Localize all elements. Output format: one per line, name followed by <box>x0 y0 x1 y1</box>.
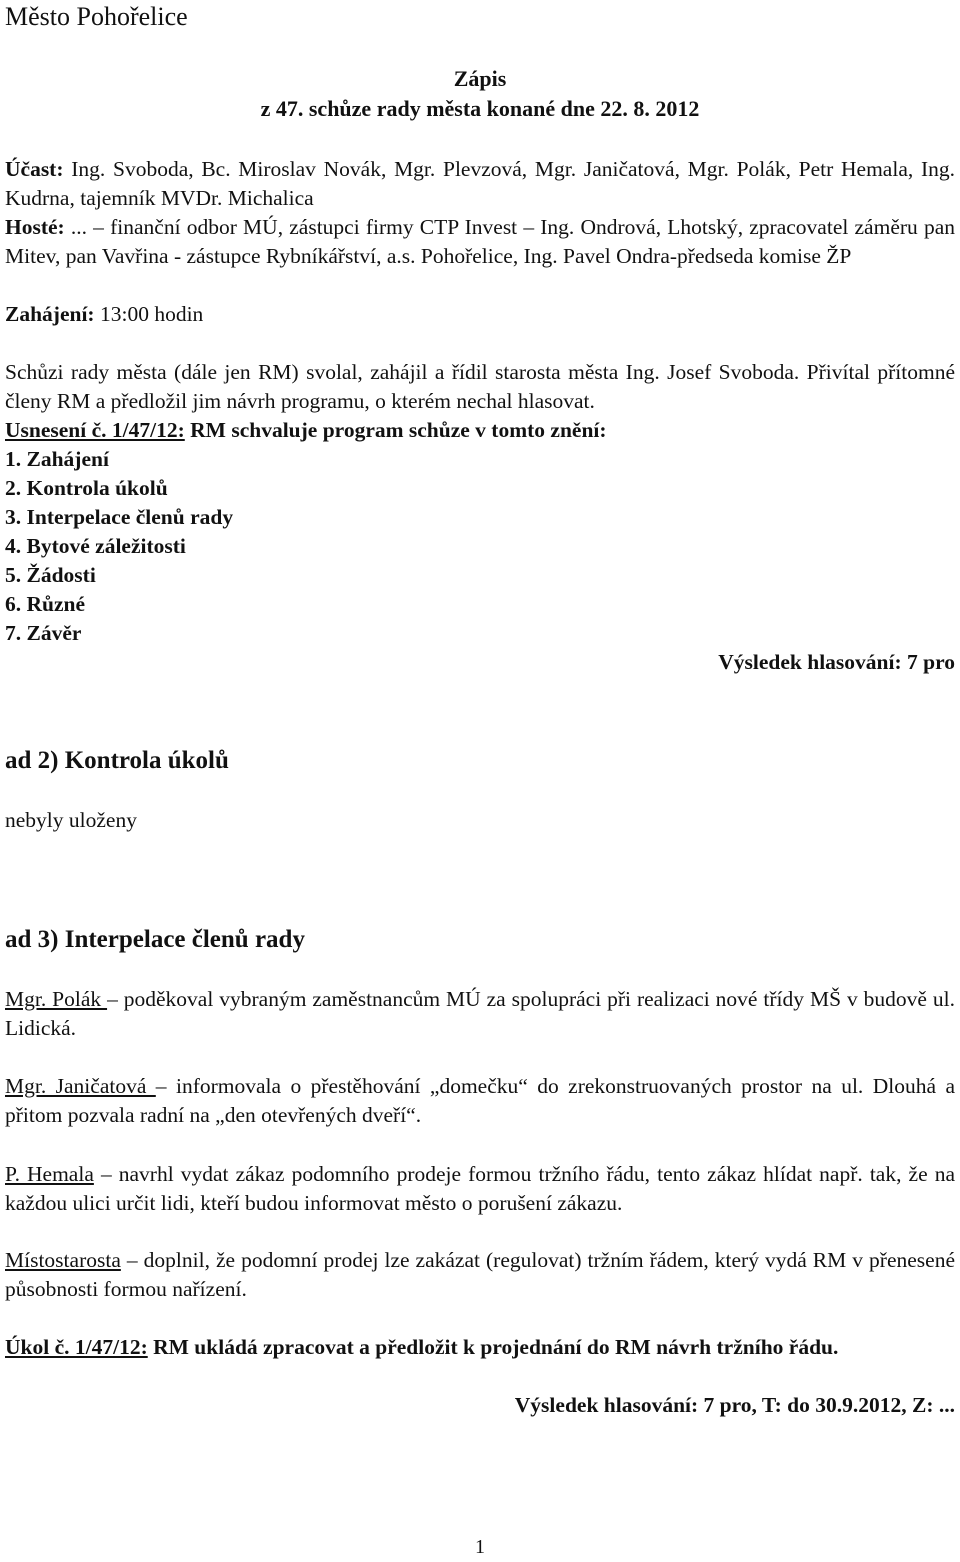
interpellation-text: – doplnil, že podomní prodej lze zakázat (regulovat) tržním řádem, který vydá RM v přenesené působnosti formou nařízení. <box>5 1248 955 1301</box>
city-header: Město Pohořelice <box>5 2 188 31</box>
task-paragraph <box>5 1333 955 1362</box>
task-text: RM ukládá zpracovat a předložit k projednání do RM návrh tržního řádu. <box>147 1335 839 1359</box>
start-line <box>5 300 955 329</box>
speaker-name: P. Hemala <box>5 1162 94 1186</box>
interpellation-text: – informovala o přestěhování „domečku“ do zrekonstruovaných prostor na ul. Dlouhá a přitom pozvala radní na „den otevřených dveří“. <box>5 1074 955 1127</box>
interpellation-item <box>5 1072 955 1130</box>
section-3-heading: ad 3) Interpelace členů rady <box>5 926 305 953</box>
resolution-line <box>5 416 955 445</box>
interpellation-item <box>5 1160 955 1218</box>
attendance-paragraph <box>5 155 955 213</box>
speaker-name: Mgr. Janičatová <box>5 1074 156 1098</box>
guests-label: Hosté: <box>5 215 65 239</box>
resolution-label: Usnesení č. 1/47/12: <box>5 418 185 442</box>
interpellation-item <box>5 985 955 1043</box>
start-label: Zahájení: <box>5 302 95 326</box>
vote-result-2: Výsledek hlasování: 7 pro, T: do 30.9.2012, Z: ... <box>514 1393 955 1417</box>
section-2-text: nebyly uloženy <box>5 808 137 832</box>
interpellation-text: – navrhl vydat zákaz podomního prodeje formou tržního řádu, tento zákaz hlídat např. tak, že na každou ulici určit lidi, kteří budou informovat město o porušení zákazu. <box>5 1162 955 1215</box>
title-line-1: Zápis <box>453 66 507 91</box>
program-item: 3. Interpelace členů rady <box>5 505 234 529</box>
program-item: 2. Kontrola úkolů <box>5 476 168 500</box>
task-label: Úkol č. 1/47/12: <box>5 1335 148 1359</box>
title-line-2: z 47. schůze rady města konané dne 22. 8. 2012 <box>260 96 700 121</box>
document-title <box>5 64 955 124</box>
resolution-text: RM schvaluje program schůze v tomto znění: <box>184 418 607 442</box>
interpellation-item <box>5 1246 955 1304</box>
section-2-heading: ad 2) Kontrola úkolů <box>5 747 229 774</box>
program-item: 5. Žádosti <box>5 563 96 587</box>
speaker-name: Mgr. Polák <box>5 987 108 1011</box>
program-item: 1. Zahájení <box>5 447 109 471</box>
program-list <box>5 445 955 648</box>
vote-result-1: Výsledek hlasování: 7 pro <box>718 650 955 674</box>
interpellation-text: – poděkoval vybraným zaměstnancům MÚ za spolupráci při realizaci nové třídy MŠ v budově ul. Lidická. <box>5 987 955 1040</box>
program-item: 7. Závěr <box>5 621 82 645</box>
attendance-text: Ing. Svoboda, Bc. Miroslav Novák, Mgr. Plevzová, Mgr. Janičatová, Mgr. Polák, Petr Hemala, Ing. Kudrna, tajemník MVDr. Michalica <box>5 157 955 210</box>
guests-text: ... – finanční odbor MÚ, zástupci firmy CTP Invest – Ing. Ondrová, Lhotský, zpracovatel záměru pan Mitev, pan Vavřina - zástupce Rybníkářství, a.s. Pohořelice, Ing. Pavel Ondra-předseda komise ŽP <box>5 215 955 268</box>
start-text: 13:00 hodin <box>94 302 204 326</box>
intro-paragraph: Schůzi rady města (dále jen RM) svolal, zahájil a řídil starosta města Ing. Josef Svoboda. Přivítal přítomné členy RM a předložil jim návrh programu, o kterém nechal hlasovat. <box>5 360 955 413</box>
program-item: 6. Různé <box>5 592 86 616</box>
guests-paragraph <box>5 213 955 271</box>
speaker-name: Místostarosta <box>5 1248 121 1272</box>
program-item: 4. Bytové záležitosti <box>5 534 186 558</box>
attendance-label: Účast: <box>5 157 64 181</box>
page-number: 1 <box>475 1536 485 1558</box>
